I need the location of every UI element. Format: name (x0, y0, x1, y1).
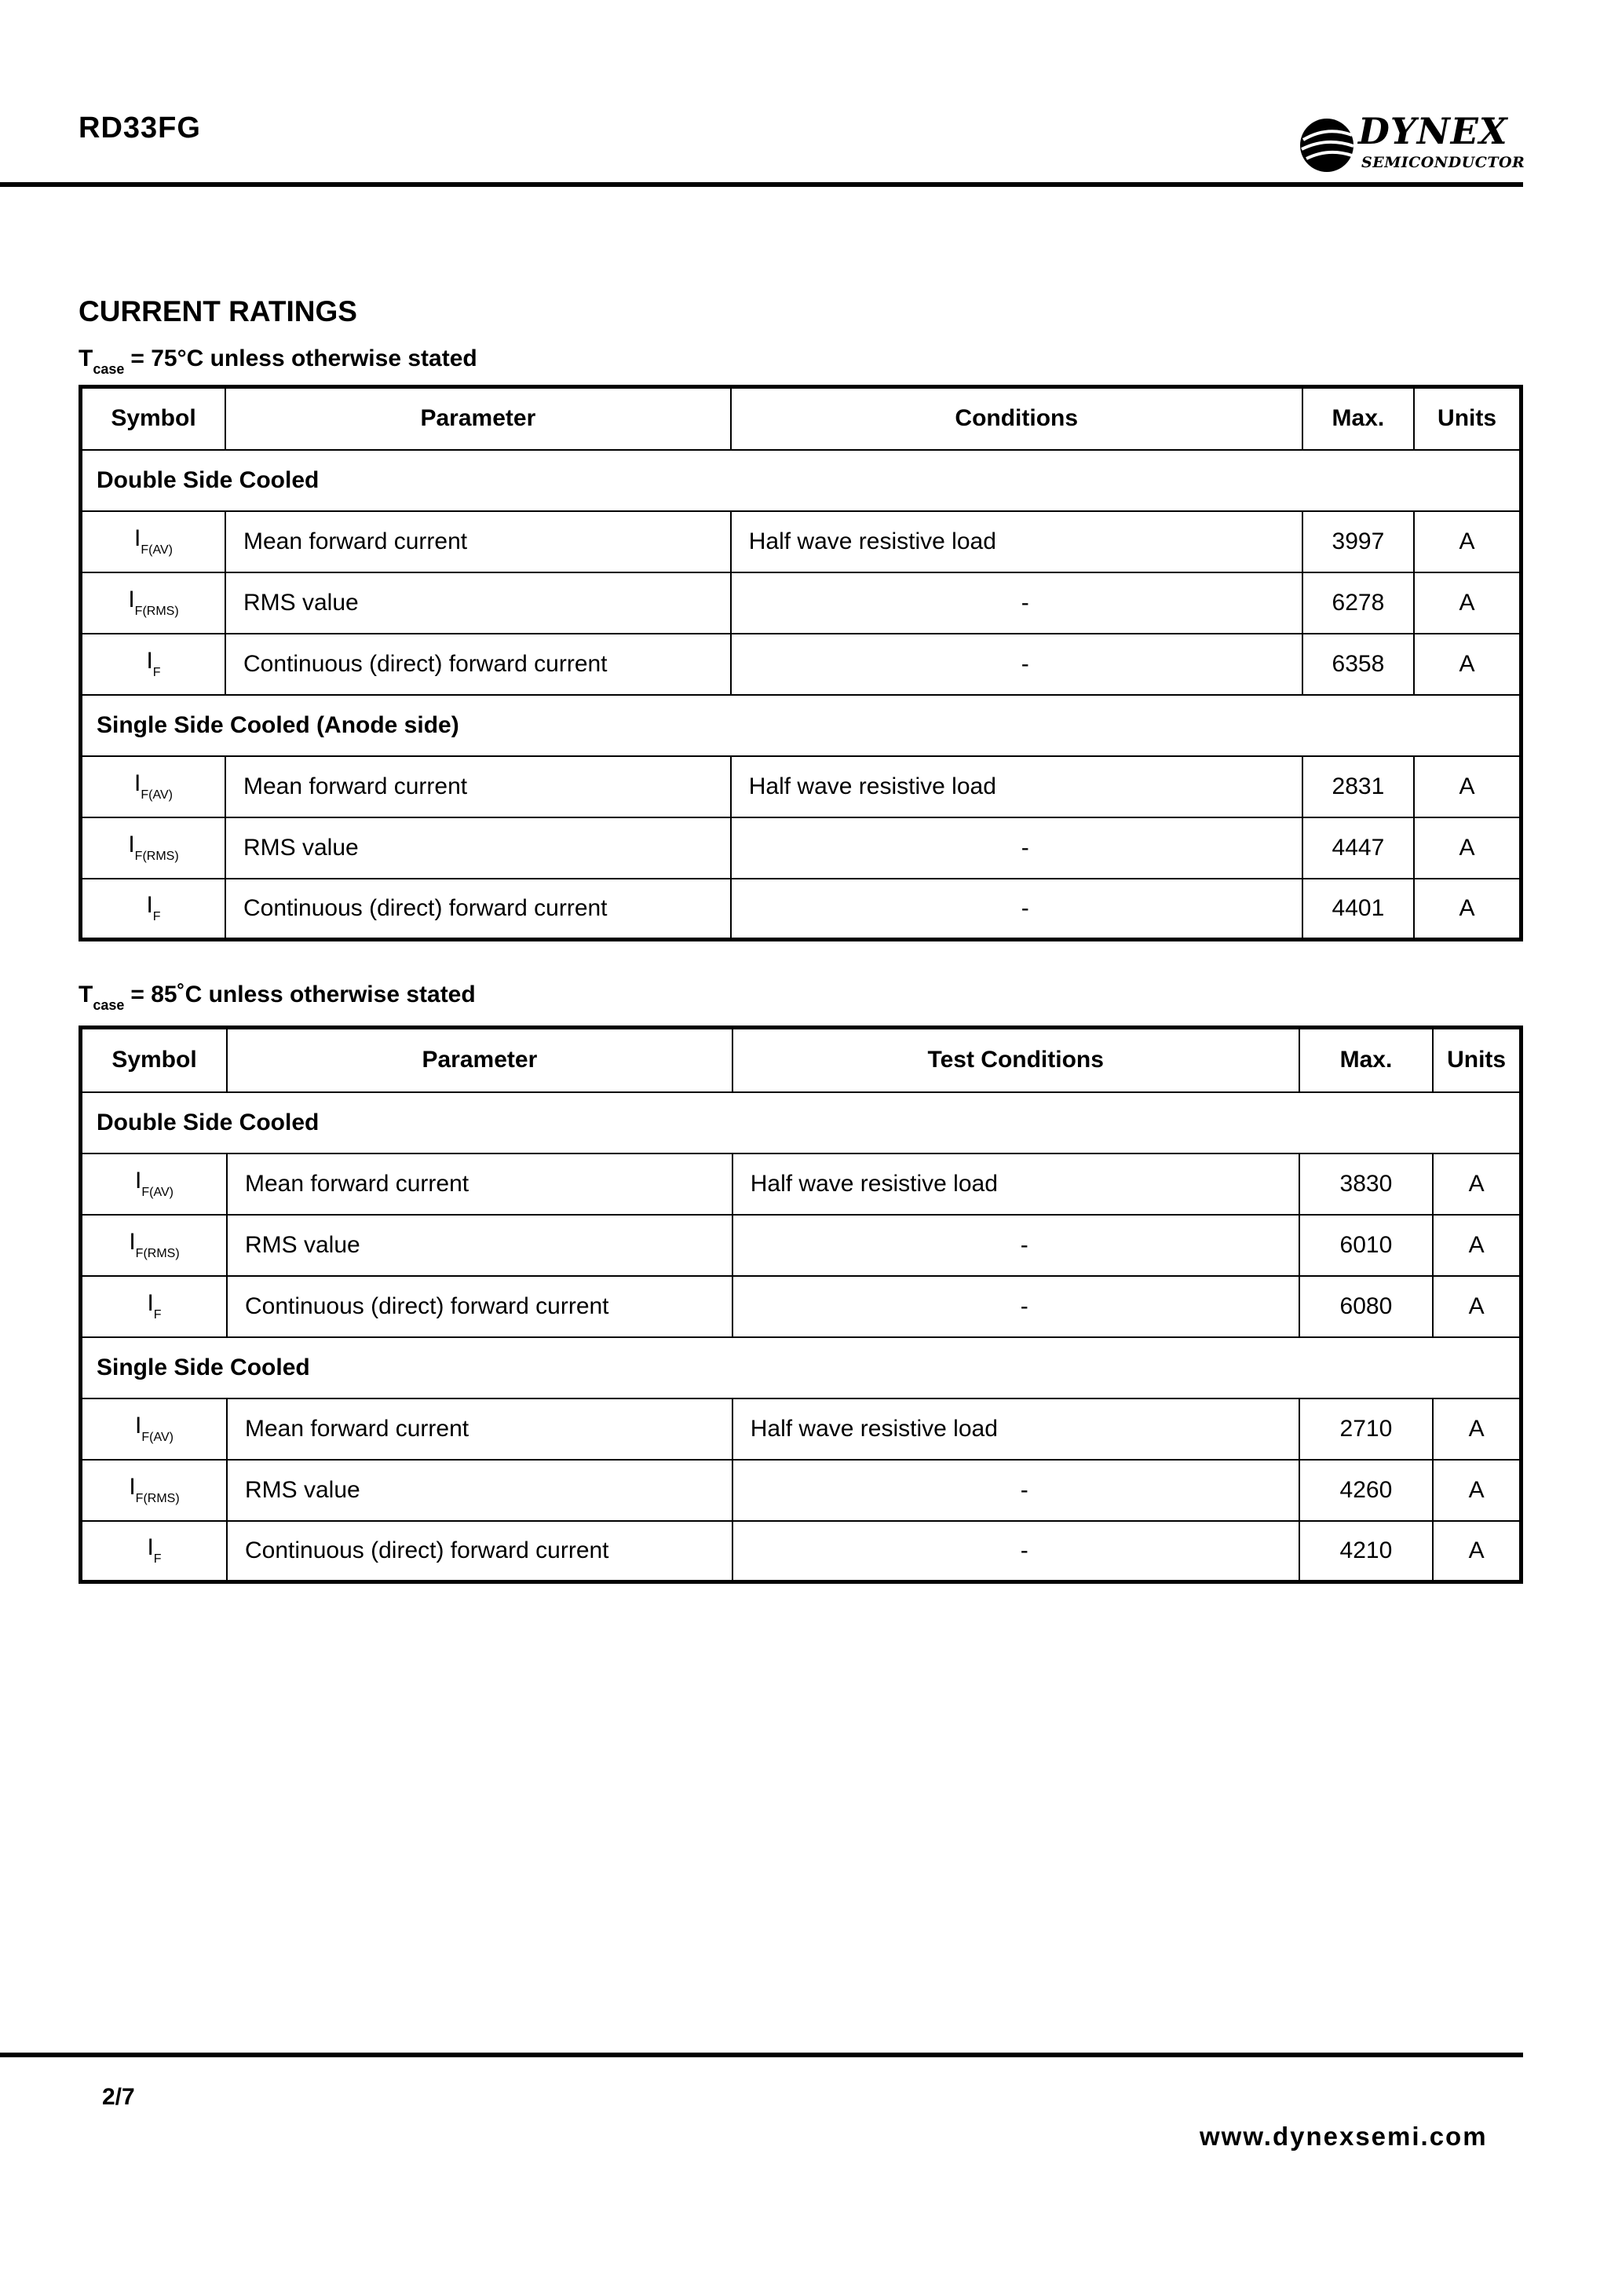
symbol-subscript: F(RMS) (134, 605, 179, 618)
table-row (81, 879, 1522, 940)
column-header: Parameter (225, 387, 731, 450)
parameter-cell: Mean forward current (225, 511, 731, 572)
conditions-cell: - (732, 1276, 1299, 1337)
symbol-base: I (135, 1168, 142, 1194)
table-row (81, 817, 1522, 879)
conditions-cell: Half wave resistive load (731, 511, 1302, 572)
column-header: Units (1433, 1028, 1521, 1092)
max-value-cell: 2831 (1302, 756, 1414, 817)
table1-condition: $T_{case} = 75^\circ C$ unless otherwise stated (79, 345, 477, 377)
column-header: Symbol (81, 387, 226, 450)
column-header: Conditions (731, 387, 1302, 450)
symbol-base: I (135, 1413, 142, 1439)
units-cell: A (1414, 511, 1521, 572)
parameter-cell: Mean forward current (227, 1153, 732, 1215)
parameter-cell: Continuous (direct) forward current (225, 634, 731, 695)
symbol-subscript: F(RMS) (135, 1247, 180, 1260)
symbol-cell (81, 634, 226, 695)
units-cell: A (1414, 879, 1521, 940)
symbol-base: I (128, 832, 135, 857)
symbol-base: I (146, 892, 153, 919)
parameter-cell: Continuous (direct) forward current (227, 1276, 732, 1337)
max-value-cell: 6080 (1299, 1276, 1433, 1337)
logo-subtitle: SEMICONDUCTOR (1361, 154, 1525, 171)
table-row (81, 511, 1522, 572)
max-value-cell: 6358 (1302, 634, 1414, 695)
symbol-subscript: F(RMS) (134, 850, 179, 863)
conditions-cell: - (731, 634, 1302, 695)
group-heading: Single Side Cooled (81, 1337, 1522, 1398)
table-row (81, 634, 1522, 695)
group-heading: Double Side Cooled (81, 1092, 1522, 1153)
parameter-cell: Continuous (direct) forward current (227, 1521, 732, 1582)
symbol-base: I (128, 587, 135, 612)
max-value-cell: 6278 (1302, 572, 1414, 634)
units-cell: A (1414, 572, 1521, 634)
units-cell: A (1433, 1460, 1521, 1521)
symbol-subscript: F(AV) (141, 1186, 174, 1199)
units-cell: A (1414, 634, 1521, 695)
group-heading: Double Side Cooled (81, 450, 1522, 511)
max-value-cell: 4401 (1302, 879, 1414, 940)
logo-wordmark: DYNEX (1358, 110, 1508, 152)
conditions-cell: - (731, 817, 1302, 879)
symbol-subscript: F(AV) (141, 543, 173, 557)
symbol-subscript: F(RMS) (135, 1492, 180, 1505)
units-cell: A (1433, 1521, 1521, 1582)
parameter-cell: RMS value (227, 1215, 732, 1276)
table-row (81, 1460, 1522, 1521)
column-header: Test Conditions (732, 1028, 1299, 1092)
max-value-cell: 3997 (1302, 511, 1414, 572)
symbol-base: I (134, 770, 141, 796)
max-value-cell: 6010 (1299, 1215, 1433, 1276)
parameter-cell: RMS value (225, 572, 731, 634)
symbol-subscript: F (152, 910, 161, 924)
units-cell: A (1433, 1276, 1521, 1337)
page-number: 2/7 (102, 2084, 135, 2110)
symbol-cell (81, 1521, 228, 1582)
header-rule (0, 182, 1523, 187)
units-cell: A (1433, 1398, 1521, 1460)
parameter-cell: Mean forward current (227, 1398, 732, 1460)
symbol-cell (81, 756, 226, 817)
max-value-cell: 2710 (1299, 1398, 1433, 1460)
symbol-cell (81, 1460, 228, 1521)
symbol-cell (81, 879, 226, 940)
symbol-subscript: F(AV) (141, 1431, 174, 1444)
website-url[interactable]: www.dynexsemi.com (1200, 2122, 1488, 2151)
conditions-cell: - (732, 1215, 1299, 1276)
parameter-cell: RMS value (225, 817, 731, 879)
group-heading: Single Side Cooled (Anode side) (81, 695, 1522, 756)
symbol-base: I (129, 1229, 136, 1255)
units-cell: A (1414, 817, 1521, 879)
symbol-base: I (146, 648, 153, 674)
units-cell: A (1433, 1153, 1521, 1215)
parameter-cell: Continuous (direct) forward current (225, 879, 731, 940)
footer-rule (0, 2053, 1523, 2057)
symbol-cell (81, 1215, 228, 1276)
units-cell: A (1414, 756, 1521, 817)
symbol-subscript: F (153, 1308, 162, 1322)
max-value-cell: 3830 (1299, 1153, 1433, 1215)
table-row (81, 1276, 1522, 1337)
units-cell: A (1433, 1215, 1521, 1276)
symbol-base: I (129, 1474, 136, 1500)
table-row (81, 756, 1522, 817)
symbol-cell (81, 1153, 228, 1215)
column-header: Max. (1302, 387, 1414, 450)
symbol-base: I (147, 1290, 154, 1316)
column-header: Parameter (227, 1028, 732, 1092)
conditions-cell: - (731, 572, 1302, 634)
symbol-cell (81, 572, 226, 634)
parameter-cell: Mean forward current (225, 756, 731, 817)
symbol-subscript: F(AV) (141, 788, 173, 802)
section-title: CURRENT RATINGS (79, 295, 357, 327)
conditions-cell: - (732, 1521, 1299, 1582)
current-ratings-table-75c (79, 385, 1523, 941)
symbol-subscript: F (153, 1552, 162, 1567)
column-header: Max. (1299, 1028, 1433, 1092)
symbol-base: I (134, 525, 141, 551)
symbol-cell (81, 511, 226, 572)
symbol-cell (81, 817, 226, 879)
conditions-cell: Half wave resistive load (731, 756, 1302, 817)
max-value-cell: 4260 (1299, 1460, 1433, 1521)
table-row (81, 1153, 1522, 1215)
symbol-cell (81, 1276, 228, 1337)
column-header: Units (1414, 387, 1521, 450)
document-id: RD33FG (79, 112, 201, 144)
table-row (81, 572, 1522, 634)
symbol-subscript: F (152, 666, 161, 679)
max-value-cell: 4210 (1299, 1521, 1433, 1582)
symbol-base: I (147, 1534, 154, 1561)
conditions-cell: Half wave resistive load (732, 1398, 1299, 1460)
max-value-cell: 4447 (1302, 817, 1414, 879)
table2-condition: $T_{case}$ = 85˚C unless otherwise stated (79, 982, 476, 1013)
current-ratings-table-85c (79, 1026, 1523, 1584)
table-row (81, 1521, 1522, 1582)
conditions-cell: Half wave resistive load (732, 1153, 1299, 1215)
table-row (81, 1398, 1522, 1460)
conditions-cell: - (731, 879, 1302, 940)
conditions-cell: - (732, 1460, 1299, 1521)
column-header: Symbol (81, 1028, 228, 1092)
table-row (81, 1215, 1522, 1276)
parameter-cell: RMS value (227, 1460, 732, 1521)
symbol-cell (81, 1398, 228, 1460)
